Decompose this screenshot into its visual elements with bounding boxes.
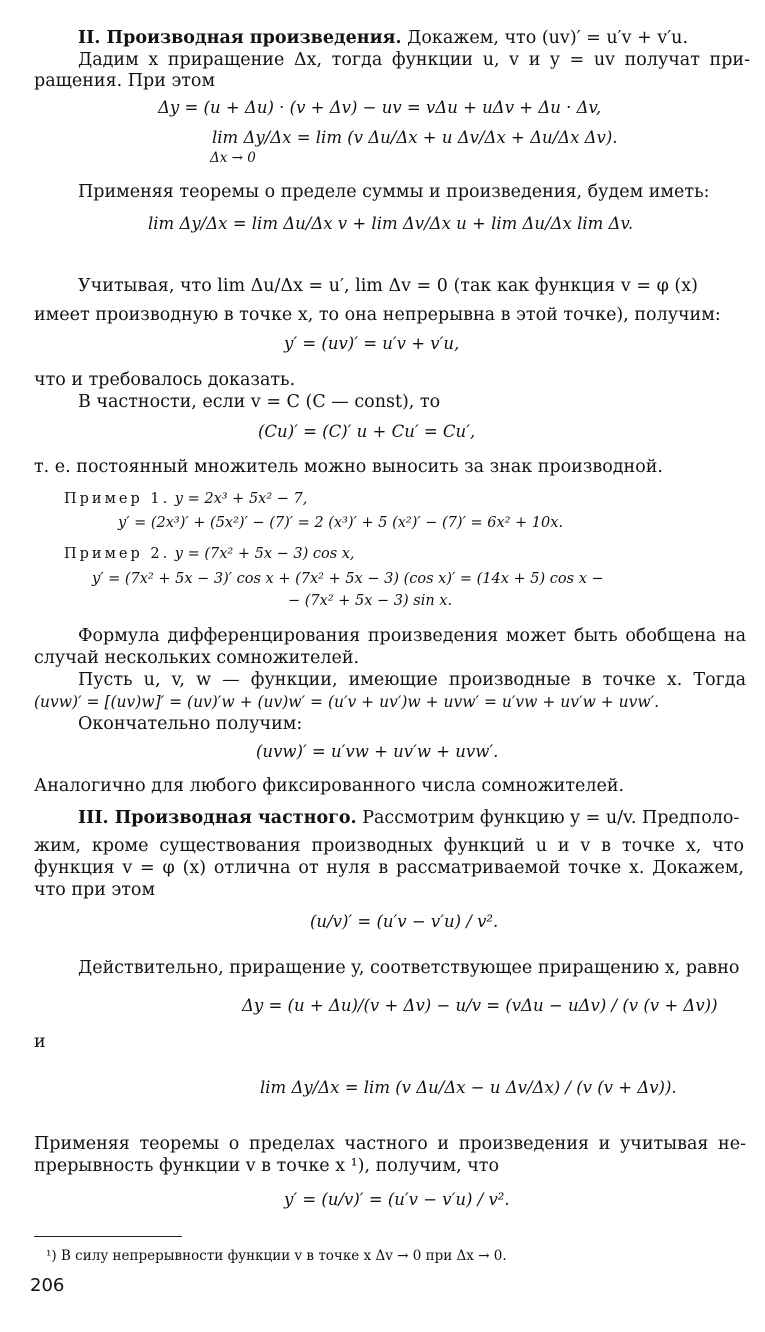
equation-quotient-increment: Δy = (u + Δu)/(v + Δv) − u/v = (vΔu − uΔv) / (v (v + Δv)) [242, 996, 718, 1015]
intro-line-2: ращения. При этом [34, 71, 216, 91]
equation-product-rule: y′ = (uv)′ = u′v + v′u, [284, 334, 460, 353]
section-ii-heading: II. Производная произведения. [78, 28, 402, 48]
section-iii-line-2: жим, кроме существования производных функций u и v в точке x, что [34, 836, 744, 856]
and-word: и [34, 1032, 46, 1052]
example-1-derivative: y′ = (2x³)′ + (5x²)′ − (7)′ = 2 (x³)′ + 5 (x²)′ − (7)′ = 6x² + 10x. [118, 515, 564, 531]
equation-limit-ratio: lim Δy/Δx = lim (v Δu/Δx + u Δv/Δx + Δu/Δx Δv). [212, 128, 618, 147]
example-1-label: Пример 1. [64, 491, 171, 507]
accounting-line-1: Учитывая, что lim Δu/Δx = u′, lim Δv = 0 (так как функция v = φ (x) [78, 276, 698, 296]
equation-limit-sum: lim Δy/Δx = lim Δu/Δx v + lim Δv/Δx u + lim Δu/Δx lim Δv. [148, 214, 634, 233]
example-2-function: y = (7x² + 5x − 3) cos x, [174, 546, 355, 562]
general-line-2: случай нескольких сомножителей. [34, 648, 360, 668]
equation-triple-product: (uvw)′ = u′vw + uv′w + uvw′. [256, 742, 499, 761]
equation-constant-factor: (Cu)′ = (C)′ u + Cu′ = Cu′, [258, 422, 476, 441]
section-iii-line-7: прерывность функции v в точке x ¹), получим, что [34, 1156, 499, 1176]
example-2-line [64, 545, 355, 563]
equation-quotient-limit: lim Δy/Δx = lim (v Δu/Δx − u Δv/Δx) / (v (v + Δv)). [260, 1078, 677, 1097]
equation-quotient-result: y′ = (u/v)′ = (u′v − v′u) / v². [284, 1190, 510, 1209]
footnote-rule [34, 1236, 182, 1237]
equation-quotient-rule: (u/v)′ = (u′v − v′u) / v². [310, 912, 499, 931]
proved-line: что и требовалось доказать. [34, 370, 296, 390]
limit-subscript: Δx → 0 [210, 150, 256, 166]
intro-line-1: Дадим x приращение Δx, тогда функции u, v и y = uv получат при- [78, 50, 750, 70]
section-ii-heading-line [78, 28, 688, 48]
constant-factor-line: т. е. постоянный множитель можно выносить за знак производной. [34, 457, 663, 477]
footnote: ¹) В силу непрерывности функции v в точке x Δv → 0 при Δx → 0. [46, 1248, 507, 1264]
general-finally-line: Окончательно получим: [78, 714, 303, 734]
example-1-function: y = 2x³ + 5x² − 7, [174, 491, 308, 507]
theorem-sum-product-line: Применяя теоремы о пределе суммы и произведения, будем иметь: [78, 182, 710, 202]
page-number: 206 [30, 1275, 65, 1296]
general-analogous-line: Аналогично для любого фиксированного числа сомножителей. [34, 776, 625, 796]
section-iii-heading: III. Производная частного. [78, 808, 357, 828]
general-product-expansion: (uvw)′ = [(uv)w]′ = (uv)′w + (uv)w′ = (u′v + uv′)w + uvw′ = u′vw + uv′w + uvw′. [34, 693, 660, 711]
section-iii-increment-line: Действительно, приращение y, соответствующее приращению x, равно [78, 958, 740, 978]
general-line-1: Формула дифференцирования произведения может быть обобщена на [78, 626, 746, 646]
general-line-3: Пусть u, v, w — функции, имеющие производные в точке x. Тогда [78, 670, 746, 690]
section-iii-line-3: функция v = φ (x) отлична от нуля в рассматриваемой точке x. Докажем, [34, 858, 744, 878]
example-2-label: Пример 2. [64, 546, 171, 562]
section-ii-claim: Докажем, что (uv)′ = u′v + v′u. [407, 28, 689, 48]
equation-delta-y: Δy = (u + Δu) · (v + Δv) − uv = vΔu + uΔv + Δu · Δv, [158, 98, 602, 117]
section-iii-intro: Рассмотрим функцию y = u/v. Предполо- [362, 808, 740, 828]
example-1-line [64, 490, 307, 508]
accounting-line-2: имеет производную в точке x, то она непрерывна в этой точке), получим: [34, 305, 721, 325]
example-2-derivative-line-1: y′ = (7x² + 5x − 3)′ cos x + (7x² + 5x − 3) (cos x)′ = (14x + 5) cos x − [92, 571, 604, 587]
section-iii-line-4: что при этом [34, 880, 156, 900]
section-iii-line-6: Применяя теоремы о пределах частного и произведения и учитывая не- [34, 1134, 746, 1154]
particular-case-line: В частности, если v = C (C — const), то [78, 392, 441, 412]
section-iii-heading-line [78, 808, 739, 828]
example-2-derivative-line-2: − (7x² + 5x − 3) sin x. [288, 593, 453, 609]
